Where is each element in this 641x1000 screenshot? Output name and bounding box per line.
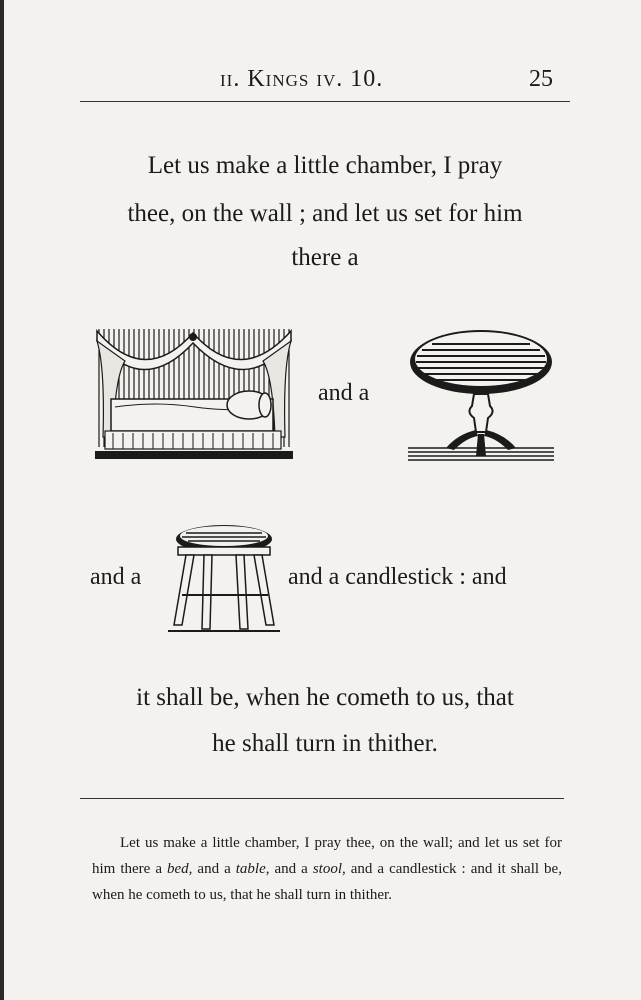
footnote-bed: bed bbox=[166, 861, 189, 877]
footnote-part-2: , and a bbox=[188, 861, 236, 877]
footnote-part-4: , and a candlestick : and it shall be, when he cometh to us, that he shall turn in thither. bbox=[92, 861, 562, 903]
inline-and-candlestick: and a candlestick : and bbox=[288, 564, 507, 590]
footnote-rule bbox=[80, 798, 564, 799]
table-illustration bbox=[408, 326, 554, 464]
stool-illustration bbox=[168, 521, 280, 635]
footnote-part-3: , and a bbox=[265, 861, 313, 877]
page-number: 25 bbox=[529, 66, 553, 92]
verse-line-last-2: he shall turn in thither. bbox=[212, 730, 438, 757]
footnote-stool: stool bbox=[312, 861, 342, 877]
footnote-table: table bbox=[235, 861, 266, 877]
inline-and-a-1: and a bbox=[318, 380, 370, 406]
inline-and-a-2: and a bbox=[90, 564, 142, 590]
bed-illustration bbox=[95, 327, 293, 461]
footnote-part-1: Let us make a little chamber, I pray thee, on the wall; and let us set for him there a bbox=[92, 835, 562, 877]
running-header: ii. Kings iv. 10. bbox=[220, 66, 384, 92]
verse-line-3: there a bbox=[291, 244, 359, 271]
verse-line-last-1: it shall be, when he cometh to us, that bbox=[136, 684, 514, 711]
verse-line-1: Let us make a little chamber, I pray bbox=[147, 152, 503, 179]
footnote-text bbox=[92, 830, 562, 908]
footnote bbox=[92, 830, 562, 908]
header-rule bbox=[80, 101, 570, 102]
binding-edge bbox=[0, 0, 4, 1000]
verse-line-2: thee, on the wall ; and let us set for him bbox=[127, 200, 523, 227]
